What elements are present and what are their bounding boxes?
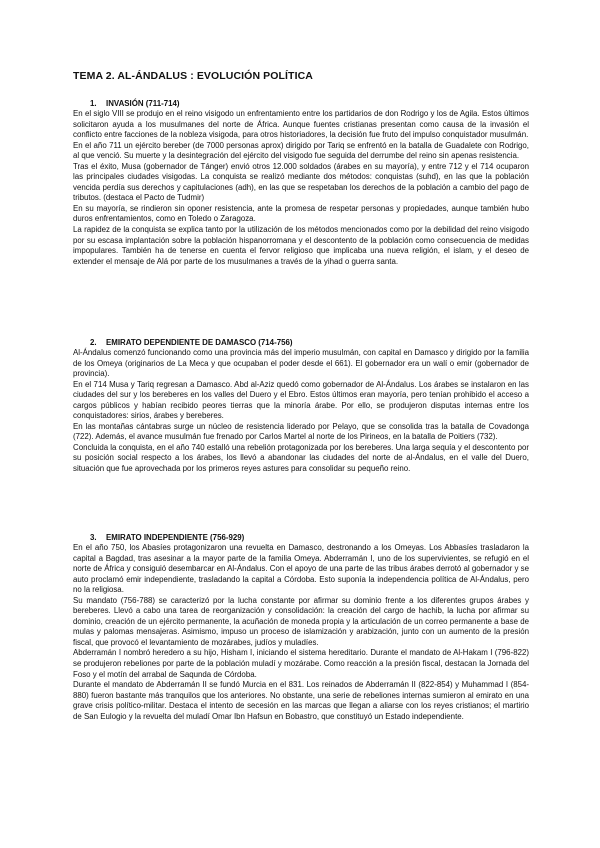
section-number: 2. bbox=[90, 338, 97, 347]
paragraph: En el año 711 un ejército bereber (de 7000 personas aprox) dirigido por Tariq se enfrentó en la batalla de Guadalete con Rodrigo, al que venció. Su muerte y la desintegración del ejército del visigodo fue seguida del derrumbe del reino sin apenas resistencia. bbox=[73, 140, 529, 161]
section-emirato-independiente bbox=[73, 532, 529, 722]
paragraph: En las montañas cántabras surge un núcleo de resistencia liderado por Pelayo, que se consolida tras la batalla de Covadonga (722). Además, el avance musulmán fue frenado por Carlos Martel al norte de los Pirineos, en la batalla de Poitiers (732). bbox=[73, 421, 529, 442]
paragraph: En el siglo VIII se produjo en el reino visigodo un enfrentamiento entre los partidarios de don Rodrigo y los de Agila. Estos últimos solicitaron ayuda a los musulmanes del norte de África. Aunque fuentes cristianas presentan como causa de la invasión el conflicto entre facciones de la nobleza visigoda, para otros historiadores, la decisión fue fruto del impulso conquistador musulmán. bbox=[73, 109, 529, 140]
section-invasion bbox=[73, 98, 529, 267]
paragraph: Durante el mandato de Abderramán II se fundó Murcia en el 831. Los reinados de Abderramán II (822-854) y Muhammad I (854-880) fueron bastante más tranquilos que los anteriores. No obstante, una serie de rebeliones internas sumieron al emirato en una grave crisis político-militar. Destaca el intento de secesión en las marcas que llegan a aliarse con los reyes cristianos; el martirio de San Eulogio y la revuelta del muladí Omar Ibn Hafsun en Bobastro, que constituyó un Estado independiente. bbox=[73, 680, 529, 721]
section-number: 1. bbox=[90, 99, 97, 108]
paragraph: Su mandato (756-788) se caracterizó por la lucha constante por afirmar su dominio frente a los diferentes grupos árabes y bereberes. Llevó a cabo una tarea de reorganización y consolidación: la creación del cargo de hachib, la lucha por afirmar su dominio, creación de un ejército permanente, la acuñación de moneda propia y la articulación de un correo permanente a base de mulas y palomas mensajeras. Asimismo, impuso un proceso de islamización y arabización, junto con un aumento de la presión fiscal, que provocó el levantamiento de mozárabes, judíos y muladíes. bbox=[73, 595, 529, 647]
section-title: EMIRATO DEPENDIENTE DE DAMASCO (714-756) bbox=[106, 338, 293, 347]
paragraph: Tras el éxito, Musa (gobernador de Tánger) envió otros 12.000 soldados (árabes en su mayoría), y entre 712 y el 714 ocuparon las principales ciudades visigodas. La conquista se realizó mediante dos métodos: conquistas (suhd), en las que la población vencida perdía sus derechos y capitulaciones (adh), en las que se respetaban los derechos de la población a cambio del pago de tributos. (destaca el Pacto de Tudmir) bbox=[73, 161, 529, 203]
paragraph: En el año 750, los Abasíes protagonizaron una revuelta en Damasco, destronando a los Omeyas. Los Abbasíes trasladaron la capital a Bagdad, tras asesinar a la mayor parte de la familia Omeya. Abderramán I, uno de los supervivientes, se refugió en el norte de África y consiguió desembarcar en Al-Ándalus. Con el apoyo de una parte de las tribus árabes derrotó al gobernador y se auto proclamó emir independiente, trasladando la capital a Córdoba. Esto suponía la independencia política de Al-Ándalus, pero no la religiosa. bbox=[73, 543, 529, 595]
section-title: INVASIÓN (711-714) bbox=[106, 99, 180, 108]
paragraph: Abderramán I nombró heredero a su hijo, Hisham I, iniciando el sistema hereditario. Durante el mandato de Al-Hakam I (796-822) se produjeron rebeliones por parte de la población muladí y mozárabe. Como reacción a la presión fiscal, destacan la Jornada del Foso y el motín del arrabal de Saqunda de Córdoba. bbox=[73, 648, 529, 679]
section-heading bbox=[90, 337, 529, 348]
section-heading bbox=[90, 532, 529, 543]
section-title: EMIRATO INDEPENDIENTE (756-929) bbox=[106, 533, 245, 542]
paragraph: En su mayoría, se rindieron sin oponer resistencia, ante la promesa de respetar personas y propiedades, aunque también hubo duros enfrentamientos, como en Toledo o Zaragoza. bbox=[73, 203, 529, 224]
section-emirato-dependiente bbox=[73, 337, 529, 475]
paragraph: Concluida la conquista, en el año 740 estalló una rebelión protagonizada por los bereberes. Una larga sequía y el descontento por su posición social respecto a los árabes, los llevó a abandonar las ciudades del norte de al-Ándalus, en el valle del Duero, situación que fue aprovechada por los primeros reyes astures para consolidar su pequeño reino. bbox=[73, 442, 529, 474]
section-number: 3. bbox=[90, 533, 97, 542]
paragraph: Al-Ándalus comenzó funcionando como una provincia más del imperio musulmán, con capital en Damasco y dirigido por la familia de los Omeya (originarios de La Meca y que ocupaban el poder desde el 661). El gobernador era un walí o emir (gobernador de provincia). bbox=[73, 348, 529, 379]
paragraph: En el 714 Musa y Tariq regresan a Damasco. Abd al-Aziz quedó como gobernador de Al-Ándalus. Los árabes se instalaron en las ciudades del sur y los bereberes en los valles del Duero y el Ebro. Estos últimos eran mayoría, pero tenían prohibido el acceso a cargos públicos y habían recibido peores tierras que la minoría árabe. Por ello, se produjeron disputas internas entre los conquistadores: sirios, árabes y bereberes. bbox=[73, 379, 529, 421]
section-heading bbox=[90, 98, 529, 109]
document-title: TEMA 2. AL-ÁNDALUS : EVOLUCIÓN POLÍTICA bbox=[73, 70, 313, 82]
paragraph: La rapidez de la conquista se explica tanto por la utilización de los métodos mencionados como por la debilidad del reino visigodo por su escasa implantación sobre la población hispanorromana y el descontento de la población como consecuencia de medidas impopulares. También ha de tenerse en cuenta el fervor religioso que implicaba una nueva religión, el islam, y el deseo de extender el mensaje de Alá por parte de los musulmanes a través de la yihad o guerra santa. bbox=[73, 225, 529, 266]
